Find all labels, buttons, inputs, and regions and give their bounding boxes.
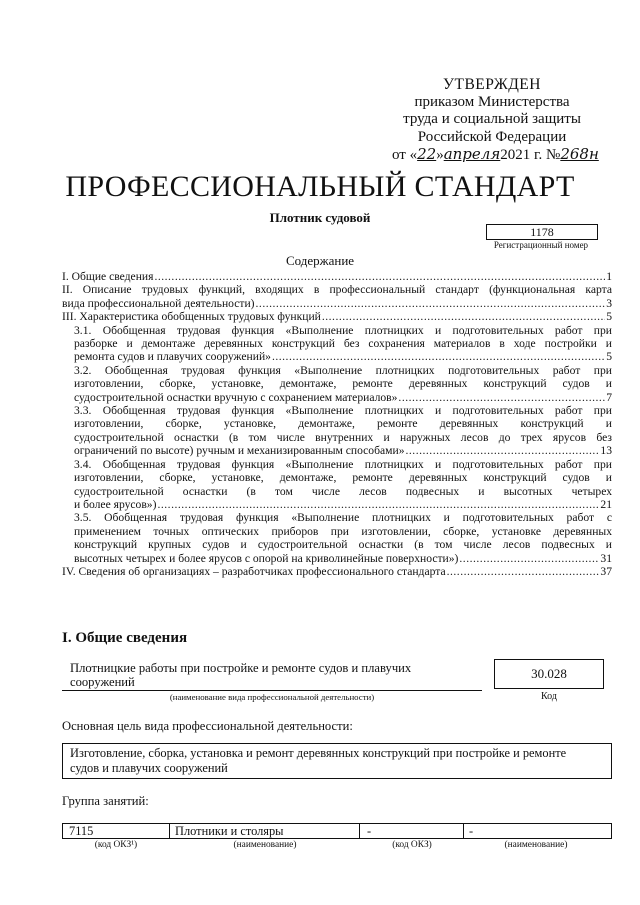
okz-code: 7115 bbox=[69, 824, 94, 838]
approval-line: труда и социальной защиты bbox=[403, 111, 581, 127]
toc-title: Содержание bbox=[285, 253, 355, 268]
registration-label: Регистрационный номер bbox=[493, 240, 589, 250]
table-divider bbox=[169, 824, 170, 838]
toc-entry-line: изготовлении, сборке, установке, демонтаже, ремонте деревянных конструкций судов и bbox=[74, 377, 612, 391]
goal-text bbox=[70, 746, 605, 775]
document-title: ПРОФЕССИОНАЛЬНЫЙ СТАНДАРТ bbox=[65, 170, 575, 203]
okz-code-2: - bbox=[367, 824, 372, 838]
toc-entry-line: изготовлении, сборке, установке, демонтаже, ремонте деревянных конструкций судов и bbox=[74, 471, 612, 485]
toc-entry-last-line bbox=[74, 391, 612, 404]
toc-page-number: 31 bbox=[600, 551, 612, 565]
toc-dot-leader bbox=[398, 391, 605, 404]
toc-entry-last-line bbox=[62, 310, 612, 323]
toc-entry-line: II. Описание трудовых функций, входящих в профессиональный стандарт (функциональная карта bbox=[62, 283, 612, 297]
approval-heading: УТВЕРЖДЕН bbox=[443, 76, 541, 93]
activity-kind-underline bbox=[62, 690, 482, 691]
toc-entry[interactable] bbox=[62, 404, 612, 458]
toc-entry-line: 3.4. Обобщенная трудовая функция «Выполнение плотницких и подготовительных работ при bbox=[74, 457, 612, 471]
order-number: 268н bbox=[560, 145, 599, 163]
toc-entry[interactable] bbox=[62, 565, 612, 578]
activity-kind-caption: (наименование вида профессиональной деятельности) bbox=[169, 692, 375, 702]
toc-page-number: 37 bbox=[600, 564, 612, 578]
toc-entry-line: 3.1. Обобщенная трудовая функция «Выполнение плотницких и подготовительных работ при bbox=[74, 323, 612, 337]
toc-dot-leader bbox=[272, 350, 605, 363]
approval-line: приказом Министерства bbox=[414, 93, 570, 110]
toc-entry[interactable] bbox=[62, 458, 612, 512]
toc-dot-leader bbox=[406, 444, 600, 457]
toc-dot-leader bbox=[459, 552, 599, 565]
toc-entry-text: высотных четырех и более ярусов с опорой на криволинейные поверхности») bbox=[74, 551, 459, 565]
toc-page-number: 1 bbox=[606, 270, 612, 283]
section-heading: I. Общие сведения bbox=[62, 630, 188, 646]
approval-block bbox=[392, 76, 599, 165]
group-label: Группа занятий: bbox=[62, 794, 149, 808]
toc-entry-line: 3.3. Обобщенная трудовая функция «Выполнение плотницких и подготовительных работ при bbox=[74, 404, 612, 418]
toc-entry-line: применением точных оптических приборов при изготовлении, сборке, установке деревянных bbox=[74, 524, 612, 538]
toc-entry-text: судостроительной оснастки вручную с сохранением материалов» bbox=[74, 390, 398, 404]
toc-page-number: 5 bbox=[606, 350, 612, 364]
toc-dot-leader bbox=[154, 270, 605, 283]
table-of-contents bbox=[62, 270, 612, 578]
occupation-name: Плотники и столяры bbox=[175, 824, 284, 838]
goal-label: Основная цель вида профессиональной деятельности: bbox=[62, 719, 353, 733]
activity-code: 30.028 bbox=[494, 659, 604, 689]
order-year: 2021 г. № bbox=[500, 147, 561, 163]
toc-page-number: 3 bbox=[606, 296, 612, 310]
toc-entry-last-line bbox=[74, 350, 612, 363]
toc-page-number: 21 bbox=[600, 497, 612, 511]
toc-entry-last-line bbox=[62, 270, 612, 283]
toc-entry-text: IV. Сведения об организациях – разработчиках профессионального стандарта bbox=[62, 564, 446, 578]
toc-dot-leader bbox=[447, 565, 600, 578]
approval-line: Российской Федерации bbox=[417, 128, 567, 145]
toc-entry-line: конструкций крупных судов и судостроительной оснастки (в том числе лесов подвесных и bbox=[74, 538, 612, 552]
group-caption: (наименование) bbox=[233, 840, 297, 850]
toc-entry-text: ограничений по высоте) ручным и механизированным способами» bbox=[74, 444, 405, 458]
toc-dot-leader bbox=[256, 297, 606, 310]
goal-line: Изготовление, сборка, установка и ремонт деревянных конструкций при постройке и ремонте bbox=[70, 746, 567, 760]
toc-entry-line: судостроительной оснастки (в том числе лесов подвесных и высотных четырех bbox=[74, 484, 612, 498]
toc-entry-text: I. Общие сведения bbox=[62, 270, 154, 283]
group-caption: (код ОКЗ¹) bbox=[94, 840, 138, 850]
toc-entry[interactable] bbox=[62, 310, 612, 323]
toc-page-number: 13 bbox=[600, 444, 612, 458]
order-mid: » bbox=[436, 147, 444, 163]
toc-entry-line: судостроительной оснастки (в том числе внутренних и наружных лесов до трех ярусов без bbox=[74, 430, 612, 444]
toc-entry[interactable] bbox=[62, 283, 612, 310]
table-divider bbox=[463, 824, 464, 838]
activity-kind-line: Плотницкие работы при постройке и ремонте судов и плавучих bbox=[70, 661, 412, 675]
order-line bbox=[392, 145, 599, 165]
activity-code-caption: Код bbox=[541, 691, 557, 702]
toc-page-number: 5 bbox=[606, 310, 612, 324]
occupation-name-2: - bbox=[469, 824, 474, 838]
toc-entry[interactable] bbox=[62, 270, 612, 283]
toc-entry-text: вида профессиональной деятельности) bbox=[62, 296, 255, 310]
toc-entry-last-line bbox=[62, 565, 612, 578]
toc-entry-last-line bbox=[74, 444, 612, 457]
toc-entry-last-line bbox=[74, 498, 612, 511]
document-subtitle: Плотник судовой bbox=[269, 210, 371, 225]
order-month: апреля bbox=[443, 145, 501, 163]
group-caption: (наименование) bbox=[504, 840, 568, 850]
toc-entry-text: ремонта судов и плавучих сооружений» bbox=[74, 350, 271, 364]
group-caption: (код ОКЗ) bbox=[392, 840, 432, 850]
toc-entry[interactable] bbox=[62, 511, 612, 565]
toc-entry-line: 3.2. Обобщенная трудовая функция «Выполнение плотницких подготовительных работ при bbox=[74, 363, 612, 377]
toc-page-number: 7 bbox=[606, 390, 612, 404]
registration-number: 1178 bbox=[486, 224, 598, 240]
toc-entry[interactable] bbox=[62, 364, 612, 404]
toc-entry-text: III. Характеристика обобщенных трудовых функций bbox=[62, 310, 321, 324]
toc-entry-last-line bbox=[62, 297, 612, 310]
toc-entry-line: 3.5. Обобщенная трудовая функция «Выполнение плотницких и подготовительных работ с bbox=[74, 511, 612, 525]
toc-dot-leader bbox=[322, 310, 605, 323]
activity-kind bbox=[70, 661, 470, 689]
toc-entry-line: разборке и демонтаже деревянных конструкций без сохранения материалов в ходе постройки и bbox=[74, 337, 612, 351]
toc-entry-text: и более ярусов») bbox=[74, 497, 157, 511]
toc-entry-line: изготовлении, сборке, установке, демонтаже, ремонте деревянных конструкций и bbox=[74, 417, 612, 431]
table-divider bbox=[359, 824, 360, 838]
toc-dot-leader bbox=[157, 498, 599, 511]
toc-entry[interactable] bbox=[62, 324, 612, 364]
toc-entry-last-line bbox=[74, 552, 612, 565]
order-prefix: от « bbox=[392, 147, 418, 163]
goal-line: судов и плавучих сооружений bbox=[70, 760, 228, 775]
order-day: 22 bbox=[417, 145, 437, 163]
activity-kind-line: сооружений bbox=[70, 675, 135, 689]
occupation-group-table bbox=[62, 823, 612, 839]
